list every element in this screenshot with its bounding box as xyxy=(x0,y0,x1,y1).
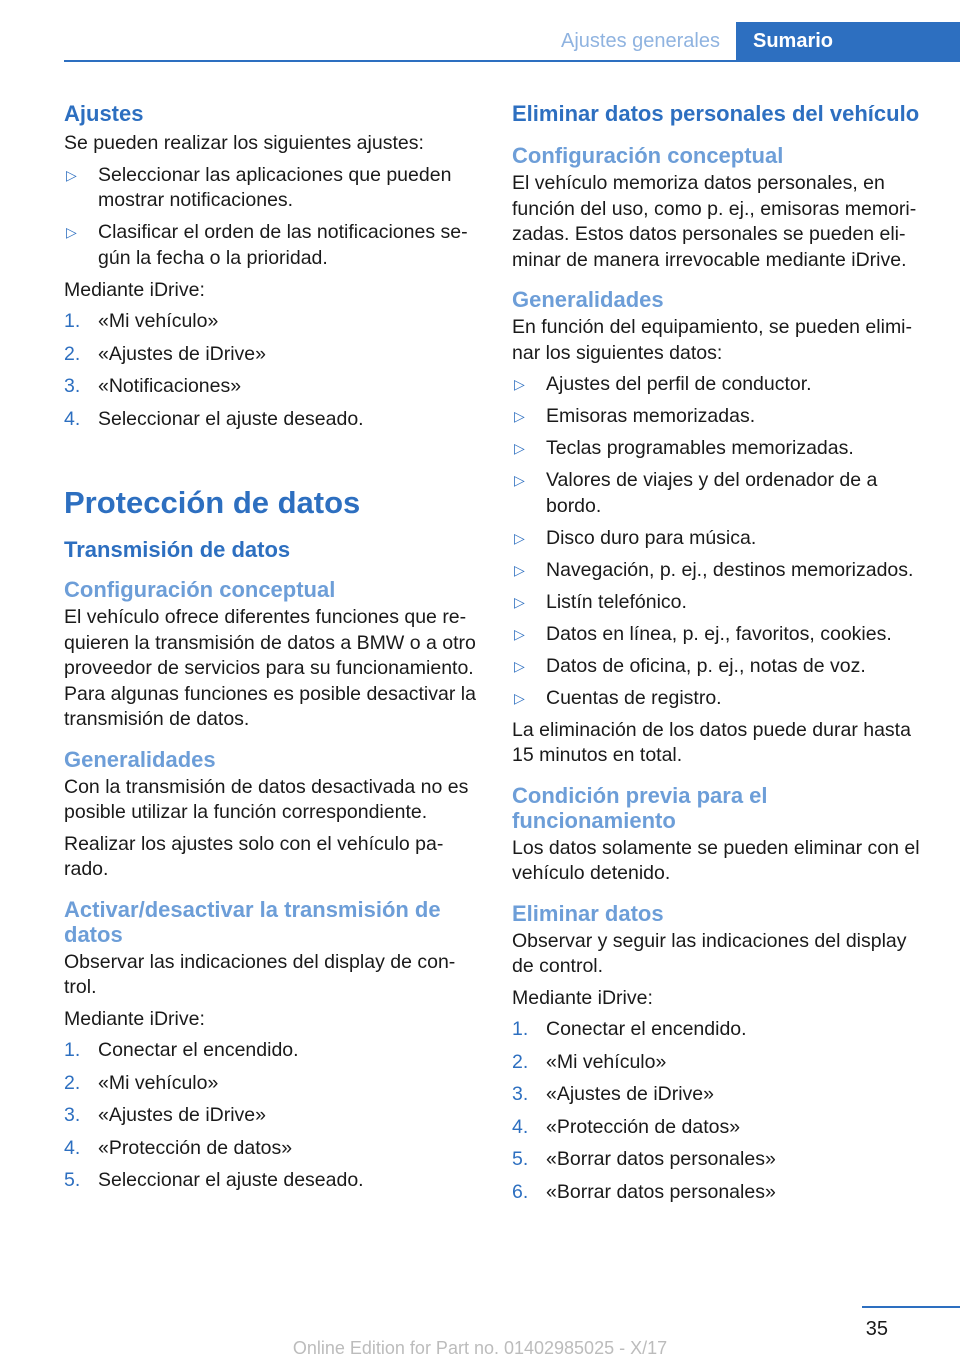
duracion-text: La eliminación de los datos puede durar hasta 15 minutos en total. xyxy=(512,718,911,766)
eliminar-datos-heading: Eliminar datos xyxy=(512,900,664,926)
list-item: ▷ Disco duro para música. xyxy=(512,526,926,552)
triangle-right-icon: ▷ xyxy=(66,224,77,240)
list-item: ▷ Seleccionar las aplicaciones que pueden mostrar notificaciones. xyxy=(66,163,452,211)
mediante-idrive-label: Mediante iDrive: xyxy=(512,986,653,1009)
triangle-right-icon: ▷ xyxy=(514,657,525,674)
eliminar-steps xyxy=(512,1017,926,1205)
condicion-text: Los datos solamente se pueden eliminar con el vehículo detenido. xyxy=(512,836,920,884)
list-item: ▷ Navegación, p. ej., destinos memorizados. xyxy=(512,558,926,584)
ajustes-heading: Ajustes xyxy=(64,101,144,126)
header-rule xyxy=(64,60,960,62)
config-text: El vehículo ofrece diferentes funciones que requieren la transmisión de datos a BMW o a otro proveedor de servicios para su funcionamiento. Para algunas funciones es posible desactivar la transmisión de datos. xyxy=(64,606,476,730)
list-item: 6. «Borrar datos personales» xyxy=(512,1180,776,1203)
list-item: ▷ Datos de oficina, p. ej., notas de voz. xyxy=(512,654,926,680)
list-item: ▷ Ajustes del perfil de conductor. xyxy=(512,372,926,398)
list-item: 1. Conectar el encendido. xyxy=(64,1039,299,1061)
page-number: 35 xyxy=(865,1318,888,1340)
proteccion-heading: Protección de datos xyxy=(64,485,361,520)
triangle-right-icon: ▷ xyxy=(514,408,525,424)
list-item: 4. «Protección de datos» xyxy=(64,1136,293,1159)
triangle-right-icon: ▷ xyxy=(66,166,77,183)
activar-heading: Activar/desactivar la transmisión de datos xyxy=(64,896,441,947)
footer-rule xyxy=(862,1306,960,1308)
ajustes-steps xyxy=(64,309,478,432)
triangle-right-icon: ▷ xyxy=(514,625,525,642)
list-item: 4. Seleccionar el ajuste deseado. xyxy=(64,407,364,430)
mediante-idrive-label: Mediante iDrive: xyxy=(64,1007,205,1030)
triangle-right-icon: ▷ xyxy=(514,376,525,392)
triangle-right-icon: ▷ xyxy=(514,561,525,578)
list-item: 1. «Mi vehículo» xyxy=(64,310,219,332)
list-item: 2. «Ajustes de iDrive» xyxy=(64,342,266,365)
header-tab-sumario[interactable]: Sumario xyxy=(736,22,960,62)
activar-text: Observar las indicaciones del display de control. xyxy=(64,950,456,998)
transmision-heading: Transmisión de datos xyxy=(64,537,291,562)
list-item: ▷ Clasificar el orden de las notificaciones según la fecha o la prioridad. xyxy=(66,221,468,269)
list-item: ▷ Valores de viajes y del ordenador de a bordo. xyxy=(514,469,878,517)
generalidades-heading: Generalidades xyxy=(64,746,216,772)
ajustes-intro: Se pueden realizar los siguientes ajustes: xyxy=(64,132,424,154)
config-heading: Configuración conceptual xyxy=(512,143,784,168)
list-item: 3. «Ajustes de iDrive» xyxy=(64,1104,266,1126)
list-item: ▷ Listín telefónico. xyxy=(512,590,926,616)
mediante-idrive-label: Mediante iDrive: xyxy=(64,278,205,301)
footer-edition-text: Online Edition for Part no. 01402985025 - X/17 xyxy=(292,1338,668,1358)
triangle-right-icon: ▷ xyxy=(514,529,525,546)
list-item: 2. «Mi vehículo» xyxy=(512,1050,667,1073)
triangle-right-icon: ▷ xyxy=(514,440,525,456)
header-section-title: Ajustes generales xyxy=(561,30,720,52)
list-item: 4. «Protección de datos» xyxy=(512,1115,741,1138)
right-column xyxy=(512,100,926,1212)
list-item: 5. Seleccionar el ajuste deseado. xyxy=(64,1169,364,1191)
list-item: ▷ Teclas programables memorizadas. xyxy=(512,436,926,462)
list-item: 2. «Mi vehículo» xyxy=(64,1071,219,1094)
eliminar-datos-text: Observar y seguir las indicaciones del display de control. xyxy=(512,929,907,977)
eliminar-personales-heading: Eliminar datos personales del vehículo xyxy=(512,101,920,126)
list-item: ▷ Emisoras memorizadas. xyxy=(512,404,926,430)
generalidades-text-2: Realizar los ajustes solo con el vehículo parado. xyxy=(64,832,444,880)
generalidades-text: En función del equipamiento, se pueden eliminar los siguientes datos: xyxy=(512,316,913,364)
list-item: ▷ Cuentas de registro. xyxy=(512,686,926,712)
generalidades-heading: Generalidades xyxy=(512,287,664,312)
datos-bullet-list xyxy=(512,372,926,711)
activar-steps xyxy=(64,1038,478,1194)
ajustes-bullet-list xyxy=(64,163,478,272)
list-item: 1. Conectar el encendido. xyxy=(512,1018,747,1040)
triangle-right-icon: ▷ xyxy=(514,472,525,488)
triangle-right-icon: ▷ xyxy=(514,689,525,706)
list-item: 5. «Borrar datos personales» xyxy=(512,1148,776,1170)
triangle-right-icon: ▷ xyxy=(514,593,525,610)
list-item: 3. «Notificaciones» xyxy=(64,375,242,397)
list-item: 3. «Ajustes de iDrive» xyxy=(512,1083,714,1105)
config-heading: Configuración conceptual xyxy=(64,577,336,602)
config-text: El vehículo memoriza datos personales, en función del uso, como p. ej., emisoras memorizadas. Estos datos personales se pueden eliminar de manera irrevocable mediante iDrive. xyxy=(512,172,917,271)
left-column xyxy=(64,100,478,1201)
page-header xyxy=(0,0,960,62)
generalidades-text-1: Con la transmisión de datos desactivada no es posible utilizar la función correspondiente. xyxy=(64,775,469,823)
list-item: ▷ Datos en línea, p. ej., favoritos, cookies. xyxy=(512,622,926,648)
condicion-heading: Condición previa para el funcionamiento xyxy=(512,782,768,833)
